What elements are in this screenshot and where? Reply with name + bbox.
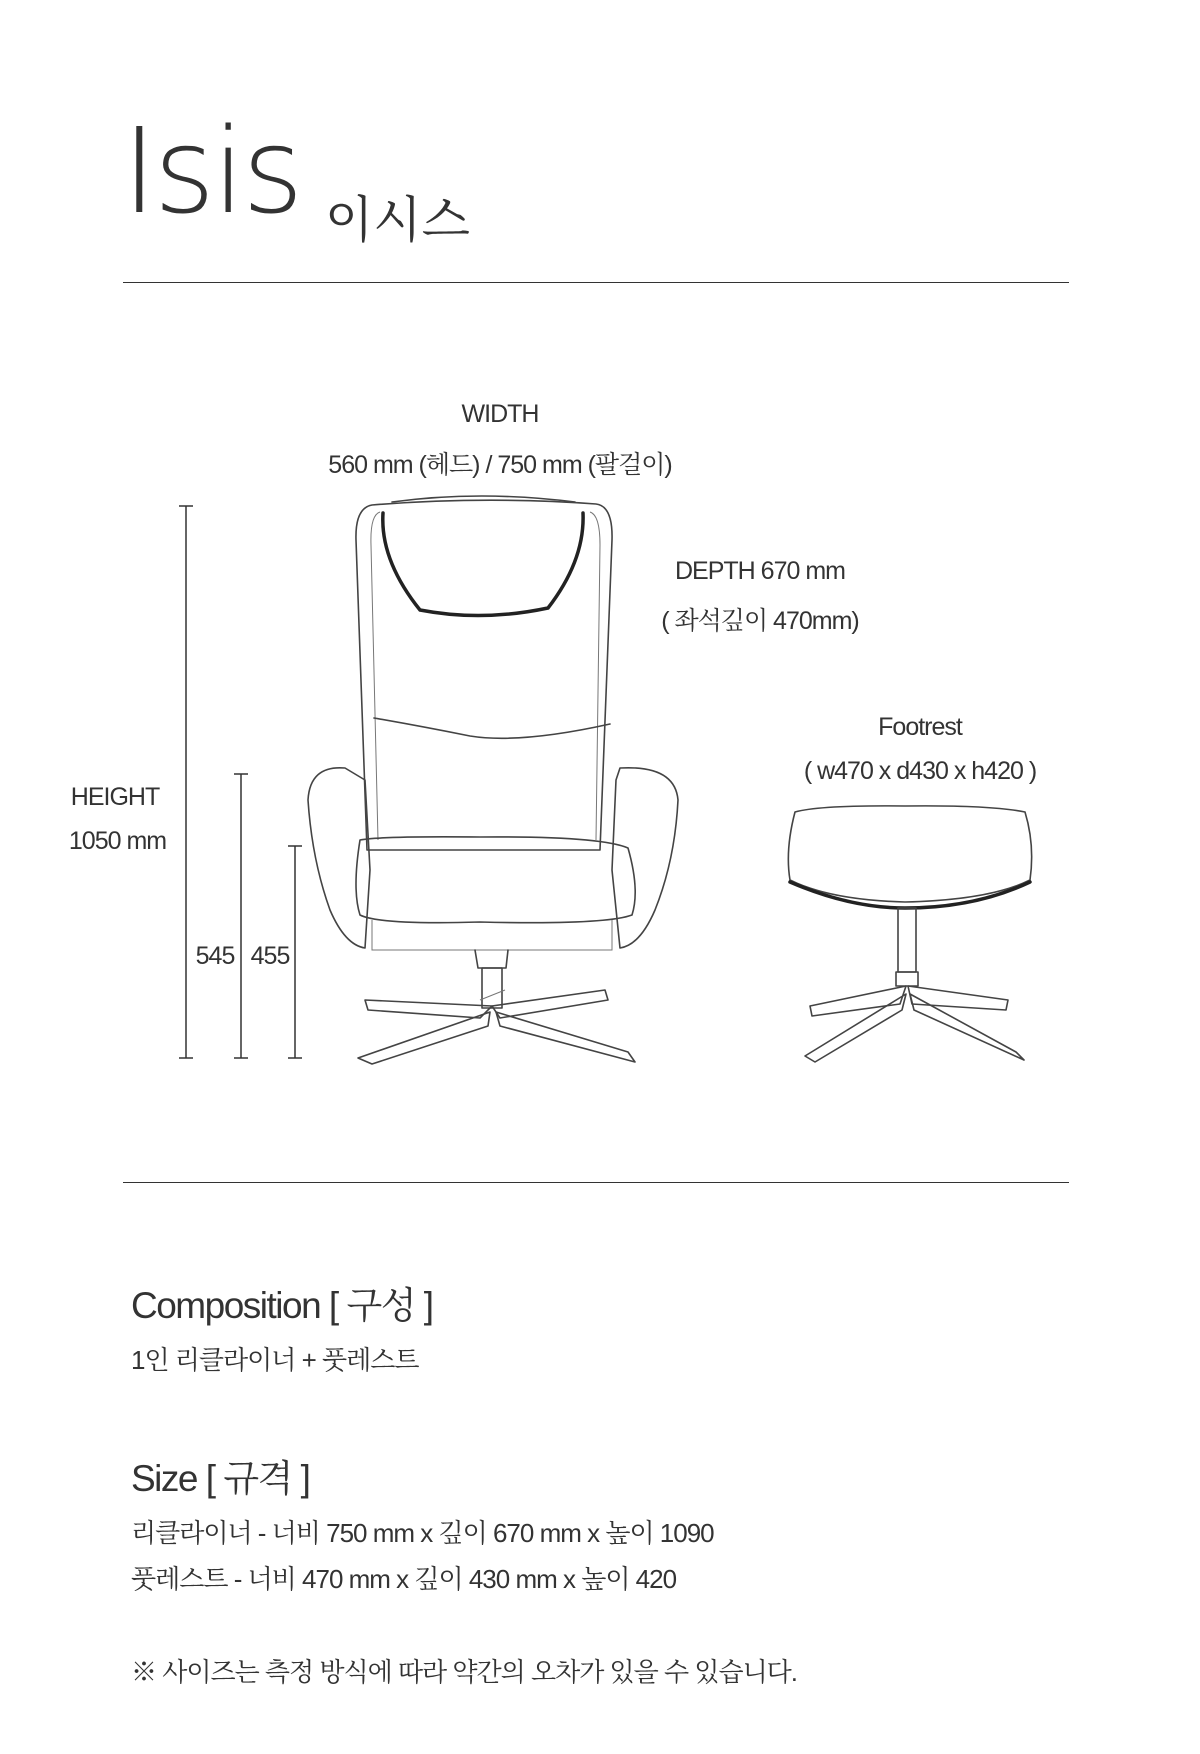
size-note: ※ 사이즈는 측정 방식에 따라 약간의 오차가 있을 수 있습니다.: [131, 1657, 798, 1687]
product-name-en: Isis: [122, 102, 301, 240]
width-title: WIDTH: [461, 400, 539, 428]
recliner-sketch: [308, 496, 678, 1064]
height-title: HEIGHT: [70, 783, 160, 811]
depth-value: DEPTH 670 mm: [675, 557, 845, 585]
composition-heading: Composition [ 구성 ]: [131, 1285, 433, 1326]
size-heading: Size [ 규격 ]: [131, 1458, 310, 1499]
seat-height-label: 455: [250, 942, 290, 970]
size-line-recliner: 리클라이너 - 너비 750 mm x 깊이 670 mm x 높이 1090: [131, 1518, 714, 1548]
width-value: 560 mm (헤드) / 750 mm (팔걸이): [328, 451, 672, 479]
divider-bottom: [123, 1182, 1069, 1183]
product-name-ko: 이시스: [325, 191, 470, 249]
height-value: 1050 mm: [68, 827, 167, 855]
height-dimension-lines: [179, 506, 302, 1058]
footrest-sketch: [788, 806, 1031, 1062]
size-line-footrest: 풋레스트 - 너비 470 mm x 깊이 430 mm x 높이 420: [131, 1564, 677, 1594]
depth-seat: ( 좌석깊이 470mm): [661, 607, 859, 635]
composition-text: 1인 리클라이너 + 풋레스트: [131, 1345, 419, 1375]
arm-height-label: 545: [195, 942, 235, 970]
footrest-value: ( w470 x d430 x h420 ): [803, 757, 1037, 785]
footrest-title: Footrest: [878, 713, 962, 741]
